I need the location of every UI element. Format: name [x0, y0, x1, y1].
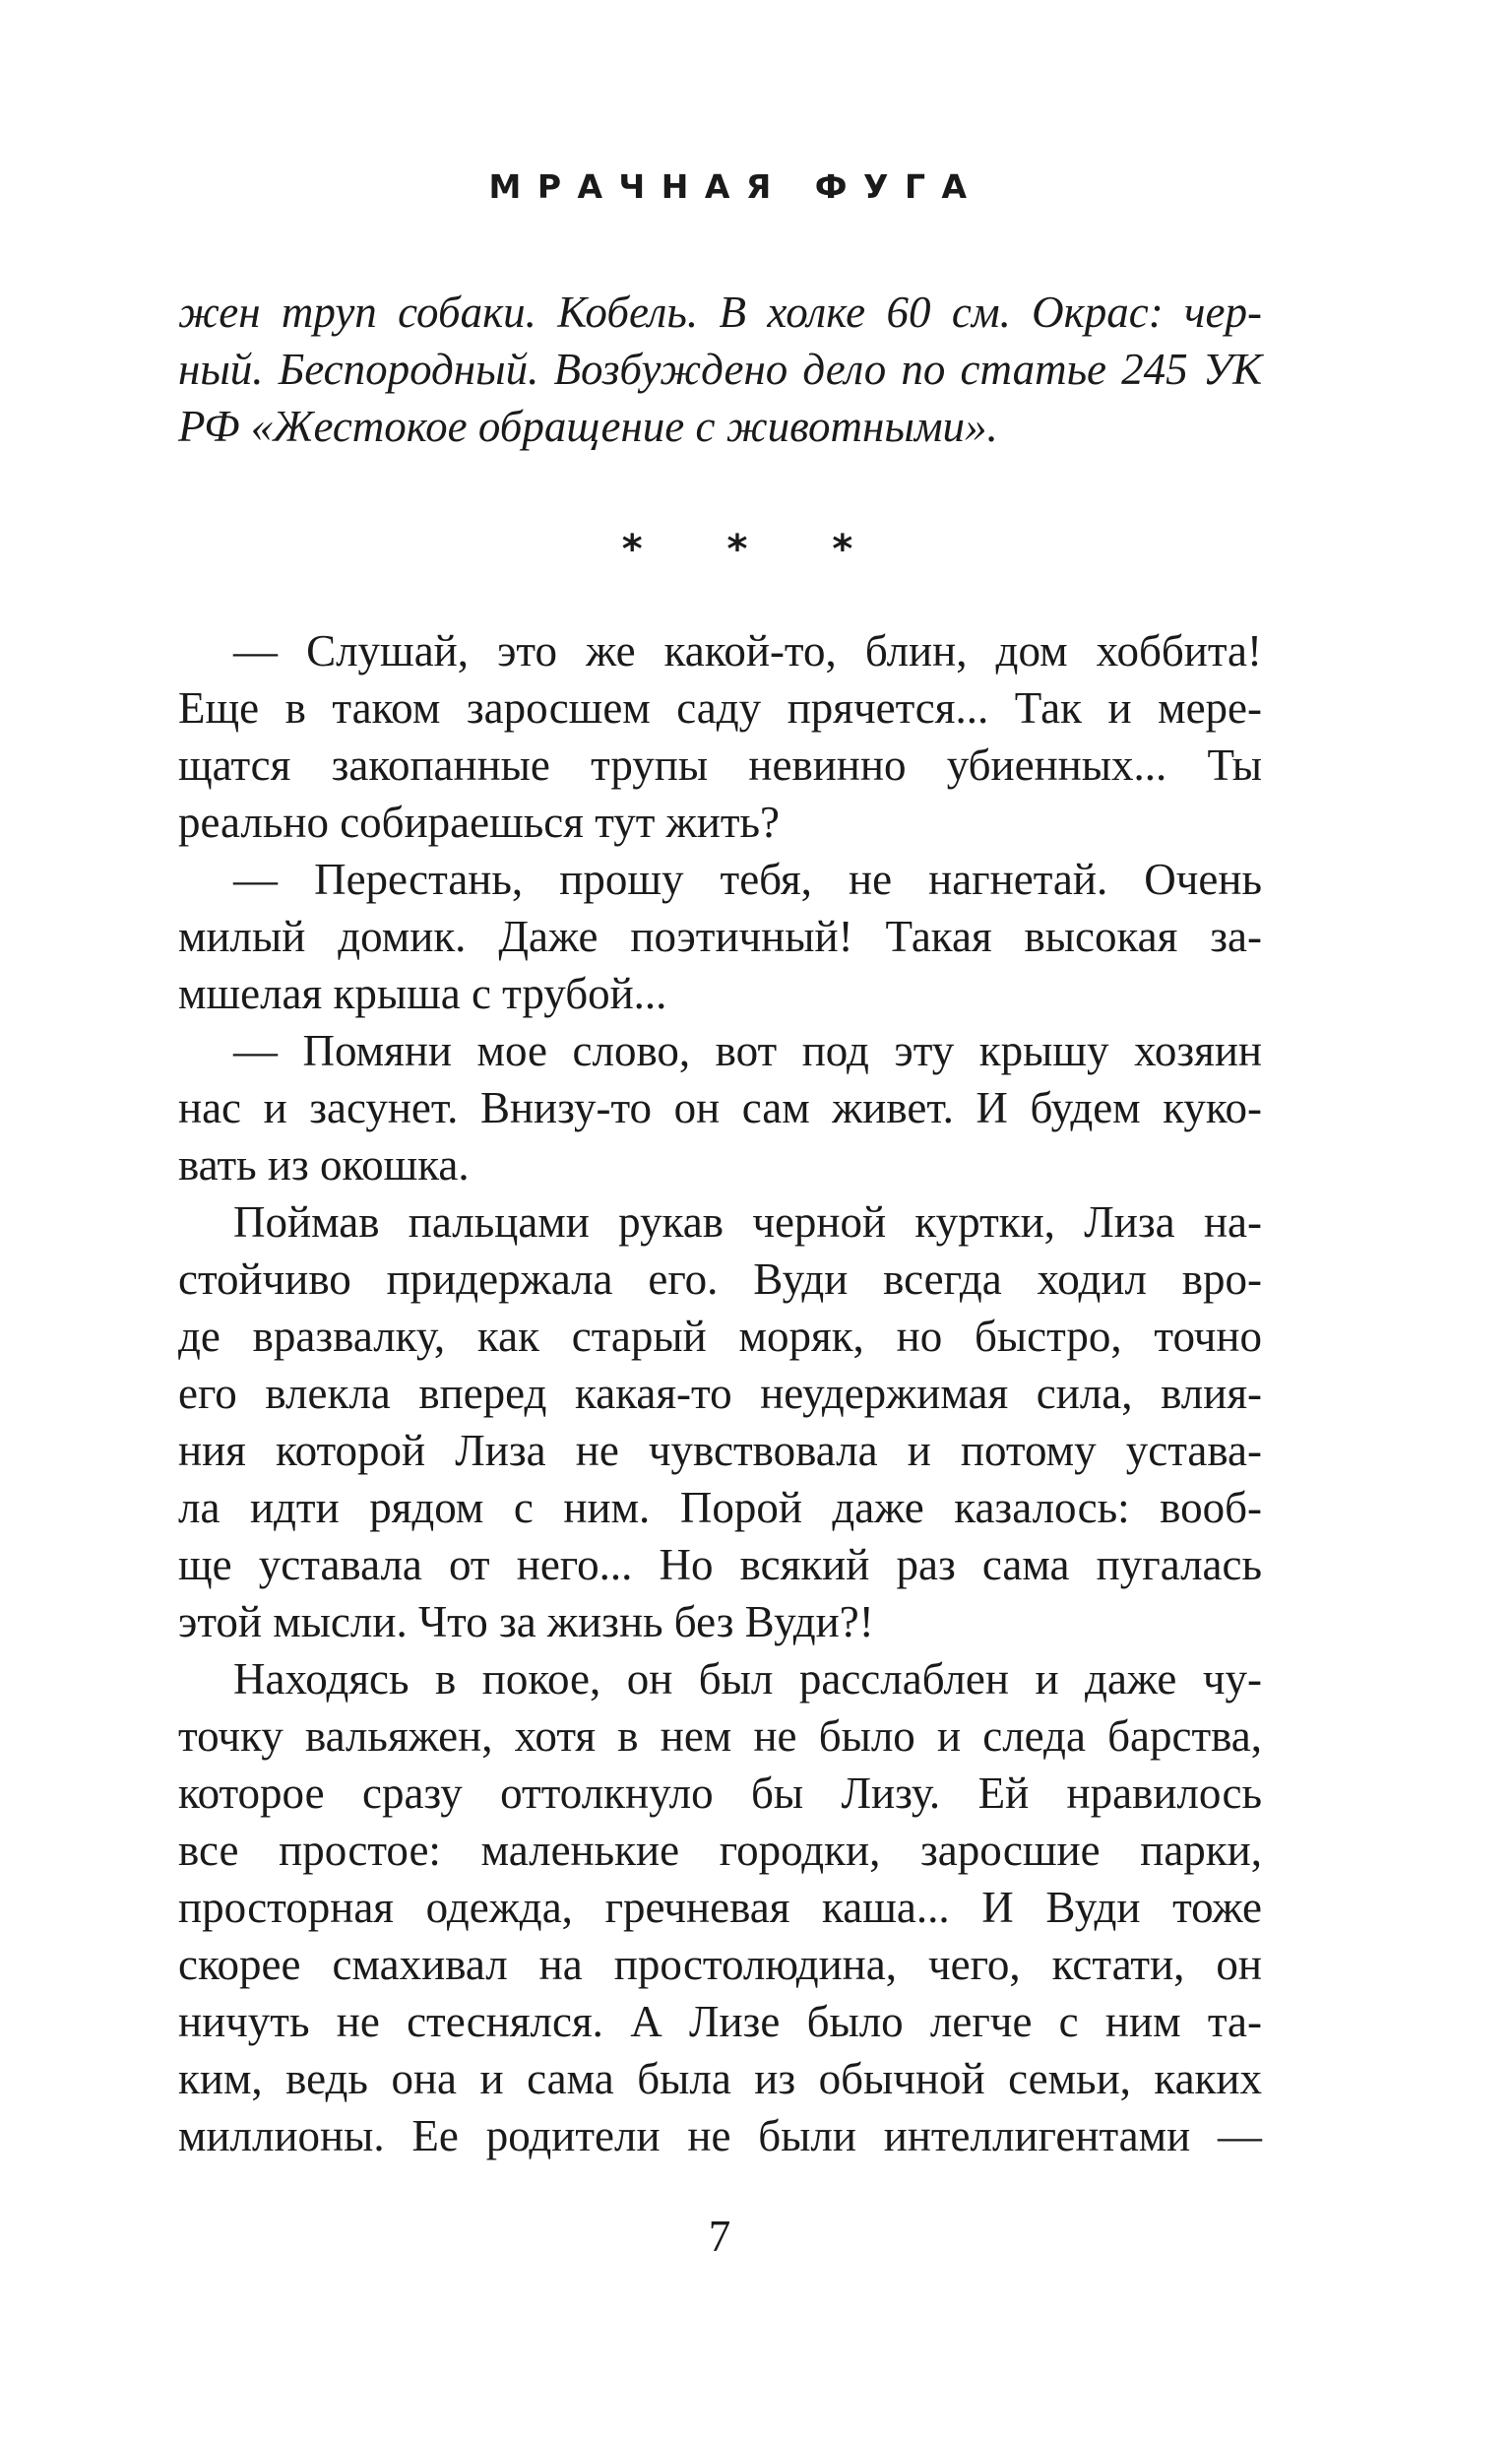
text-line: де вразвалку, как старый моряк, но быстро, точно — [178, 1312, 1262, 1361]
text-line: нас и засунет. Внизу-то он сам живет. И будем куко- — [178, 1083, 1262, 1132]
text-line: ный. Беспородный. Возбуждено дело по статье 245 УК — [178, 345, 1262, 394]
text-line: щатся закопанные трупы невинно убиенных... Ты — [178, 740, 1262, 790]
text-line: ще уставала от него... Но всякий раз сама пугалась — [178, 1540, 1262, 1589]
body-text — [178, 622, 1262, 2164]
running-title: МРАЧНАЯ ФУГА — [488, 167, 983, 206]
page-number: 7 — [708, 2212, 731, 2261]
text-line: миллионы. Ее родители не были интеллигентами — — [178, 2111, 1262, 2160]
text-line: этой мысли. Что за жизнь без Вуди?! — [178, 1597, 874, 1646]
text-line: точку вальяжен, хотя в нем не было и следа барства, — [178, 1711, 1262, 1761]
italic-report-block — [178, 284, 1262, 455]
section-separator: * * * — [621, 527, 889, 572]
text-line: все простое: маленькие городки, заросшие парки, — [178, 1826, 1262, 1875]
text-line: — Слушай, это же какой-то, блин, дом хоббита! — [233, 626, 1262, 675]
text-line: — Помяни мое слово, вот под эту крышу хозяин — [233, 1026, 1262, 1075]
text-line: ния которой Лиза не чувствовала и потому устава- — [178, 1426, 1262, 1475]
text-line: реально собираешься тут жить? — [178, 798, 781, 847]
text-line: милый домик. Даже поэтичный! Такая высокая за- — [178, 912, 1262, 961]
text-line: Еще в таком заросшем саду прячется... Так и мере- — [178, 683, 1262, 733]
text-line: скорее смахивал на простолюдина, чего, кстати, он — [178, 1940, 1262, 1989]
text-line: жен труп собаки. Кобель. В холке 60 см. Окрас: чер- — [178, 288, 1262, 337]
text-line: просторная одежда, гречневая каша... И Вуди тоже — [178, 1883, 1262, 1932]
text-line: Находясь в покое, он был расслаблен и даже чу- — [233, 1654, 1262, 1704]
text-line: вать из окошка. — [178, 1140, 470, 1189]
text-line: ла идти рядом с ним. Порой даже казалось: вооб- — [178, 1483, 1262, 1532]
text-line: которое сразу оттолкнуло бы Лизу. Ей нравилось — [178, 1768, 1262, 1818]
text-line: РФ «Жестокое обращение с животными». — [178, 402, 998, 451]
text-line: Поймав пальцами рукав черной куртки, Лиза на- — [233, 1197, 1262, 1247]
text-line: ничуть не стеснялся. А Лизе было легче с ним та- — [178, 1997, 1262, 2046]
text-line: — Перестань, прошу тебя, не нагнетай. Очень — [233, 855, 1262, 904]
text-line: стойчиво придержала его. Вуди всегда ходил вро- — [178, 1254, 1262, 1304]
text-line: мшелая крыша с трубой... — [178, 969, 667, 1018]
text-line: его влекла вперед какая-то неудержимая сила, влия- — [178, 1369, 1262, 1418]
text-line: ким, ведь она и сама была из обычной семьи, каких — [178, 2054, 1262, 2103]
